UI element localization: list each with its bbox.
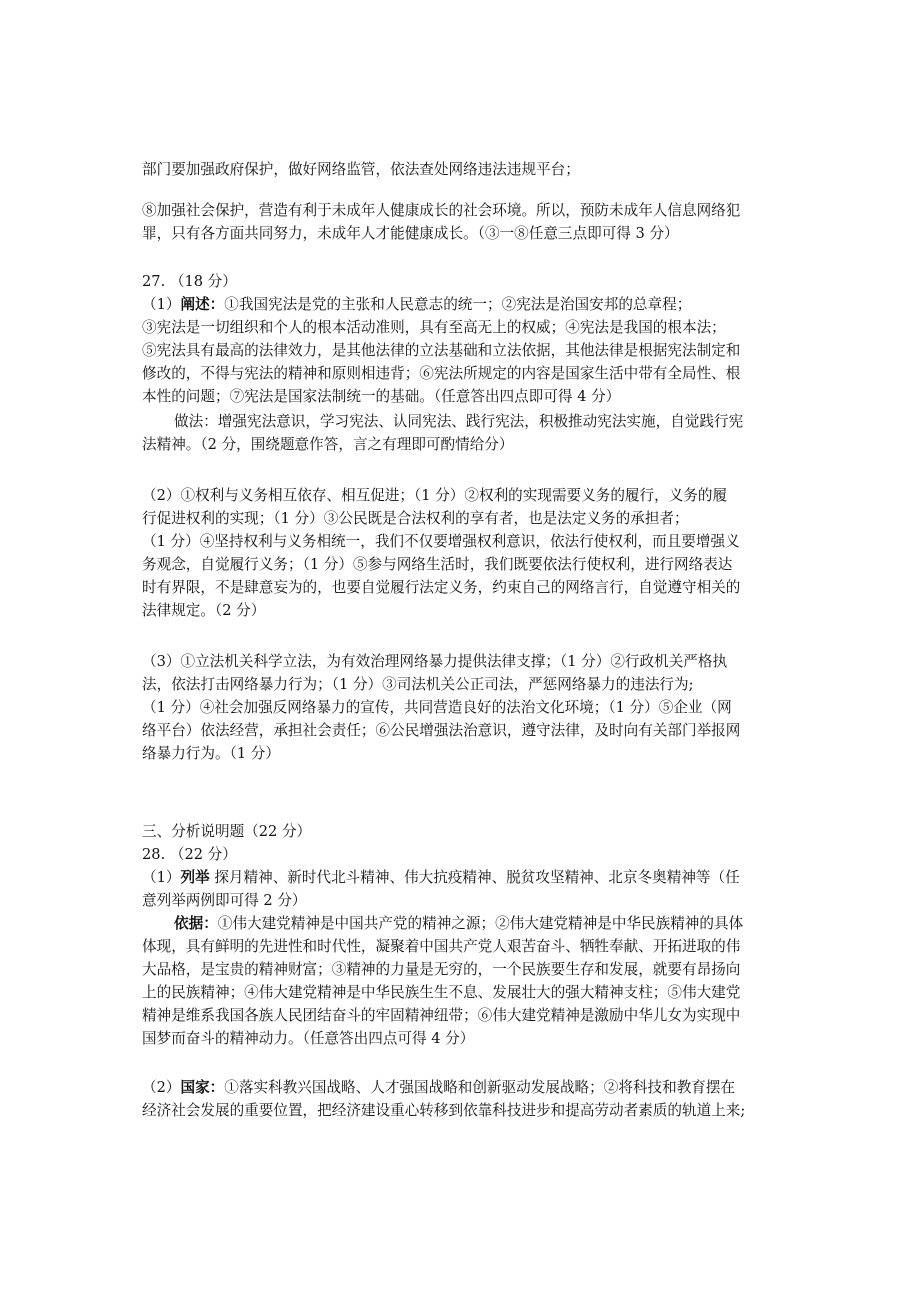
text-line: 部门要加强政府保护，做好网络监管，依法查处网络违法违规平台；	[142, 161, 580, 178]
question-28-header: 28. （22 分）	[142, 846, 237, 863]
text-line: 行促进权利的实现；（1 分）③公民既是合法权利的享有者，也是法定义务的承担者；	[142, 510, 689, 527]
text-segment: ①我国宪法是党的主张和人民意志的统一；②宪法是治国安邦的总章程；	[224, 296, 692, 313]
text-line: 体现，具有鲜明的先进性和时代性，凝聚着中国共产党人艰苦奋斗、牺牲奉献、开拓进取的伟	[142, 938, 741, 955]
text-line: 大品格，是宝贵的精神财富；③精神的力量是无穷的，一个民族要生存和发展，就要有昂扬向	[142, 961, 741, 978]
text-segment: （2）	[142, 1079, 181, 1096]
text-line: 精神是维系我国各族人民团结奋斗的牢固精神纽带；⑥伟大建党精神是激励中华儿女为实现中	[142, 1007, 741, 1024]
text-line: 修改的，不得与宪法的精神和原则相违背；⑥宪法所规定的内容是国家生活中带有全局性、根	[142, 365, 741, 382]
bold-keyword: 列举	[180, 869, 210, 886]
text-line	[142, 866, 740, 889]
text-segment: ①落实科教兴国战略、人才强国战略和创新驱动发展战略；②将科技和教育摆在	[224, 1079, 736, 1096]
bold-keyword: 阐述：	[180, 296, 225, 313]
section-heading: 三、分析说明题（22 分）	[142, 823, 312, 840]
text-line: 意列举两例即可得 2 分）	[142, 892, 307, 909]
text-line: 络暴力行为。（1 分）	[142, 745, 280, 762]
text-line: 经济社会发展的重要位置，把经济建设重心转移到依靠科技进步和提高劳动者素质的轨道上来;	[142, 1102, 746, 1119]
question-27-header: 27. （18 分）	[142, 273, 237, 290]
text-line: 法律规定。（2 分）	[142, 602, 266, 619]
text-line: ③宪法是一切组织和个人的根本活动准则，具有至高无上的权威；④宪法是我国的根本法；	[142, 319, 726, 336]
text-line: 做法：增强宪法意识，学习宪法、认同宪法、践行宪法，积极推动宪法实施，自觉践行宪	[174, 413, 744, 430]
text-line: （2）①权利与义务相互依存、相互促进；（1 分）②权利的实现需要义务的履行，义务的履	[142, 487, 728, 504]
text-segment: 探月精神、新时代北斗精神、伟大抗疫精神、脱贫攻坚精神、北京冬奥精神等（任	[209, 869, 740, 886]
text-line	[142, 1076, 735, 1099]
text-line	[142, 293, 691, 316]
text-line: 时有界限，不是肆意妄为的，也要自觉履行法定义务，约束自己的网络言行，自觉遵守相关的	[142, 579, 741, 596]
text-line: 本性的问题；⑦宪法是国家法制统一的基础。（任意答出四点即可得 4 分）	[142, 388, 621, 405]
text-line: 务观念，自觉履行义务；（1 分）⑤参与网络生活时，我们既要依法行使权利，进行网络表达	[142, 556, 733, 573]
text-line: 络平台）依法经营，承担社会责任；⑥公民增强法治意识，遵守法律，及时向有关部门举报网	[142, 722, 741, 739]
text-segment: （1）	[142, 869, 181, 886]
bold-keyword: 国家：	[180, 1079, 225, 1096]
text-line: ⑤宪法具有最高的法律效力，是其他法律的立法基础和立法依据，其他法律是根据宪法制定和	[142, 342, 741, 359]
text-line: （1 分）④坚持权利与义务相统一，我们不仅要增强权利意识，依法行使权利，而且要增强义	[142, 533, 740, 550]
text-line: 法，依法打击网络暴力行为；（1 分）③司法机关公正司法，严惩网络暴力的违法行为;	[142, 676, 694, 693]
text-line	[174, 912, 743, 935]
text-line: 国梦而奋斗的精神动力。（任意答出四点可得 4 分）	[142, 1030, 475, 1047]
text-segment: （1）	[142, 296, 181, 313]
text-line: 罪，只有各方面共同努力，未成年人才能健康成长。（③一⑧任意三点即可得 3 分）	[142, 225, 679, 242]
text-line: （1 分）④社会加强反网络暴力的宣传，共同营造良好的法治文化环境；（1 分）⑤企业（网	[142, 699, 732, 716]
text-line: 法精神。（2 分，围绕题意作答，言之有理即可酌情给分）	[142, 436, 514, 453]
text-line: 上的民族精神；④伟大建党精神是中华民族生生不息、发展壮大的强大精神支柱；⑤伟大建党	[142, 984, 741, 1001]
bold-keyword: 依据：	[174, 915, 218, 932]
text-line: （3）①立法机关科学立法，为有效治理网络暴力提供法律支撑；（1 分）②行政机关严格执	[142, 653, 728, 670]
text-line: ⑧加强社会保护，营造有利于未成年人健康成长的社会环境。所以，预防未成年人信息网络犯	[142, 202, 741, 219]
text-segment: ①伟大建党精神是中国共产党的精神之源；②伟大建党精神是中华民族精神的具体	[217, 915, 744, 932]
